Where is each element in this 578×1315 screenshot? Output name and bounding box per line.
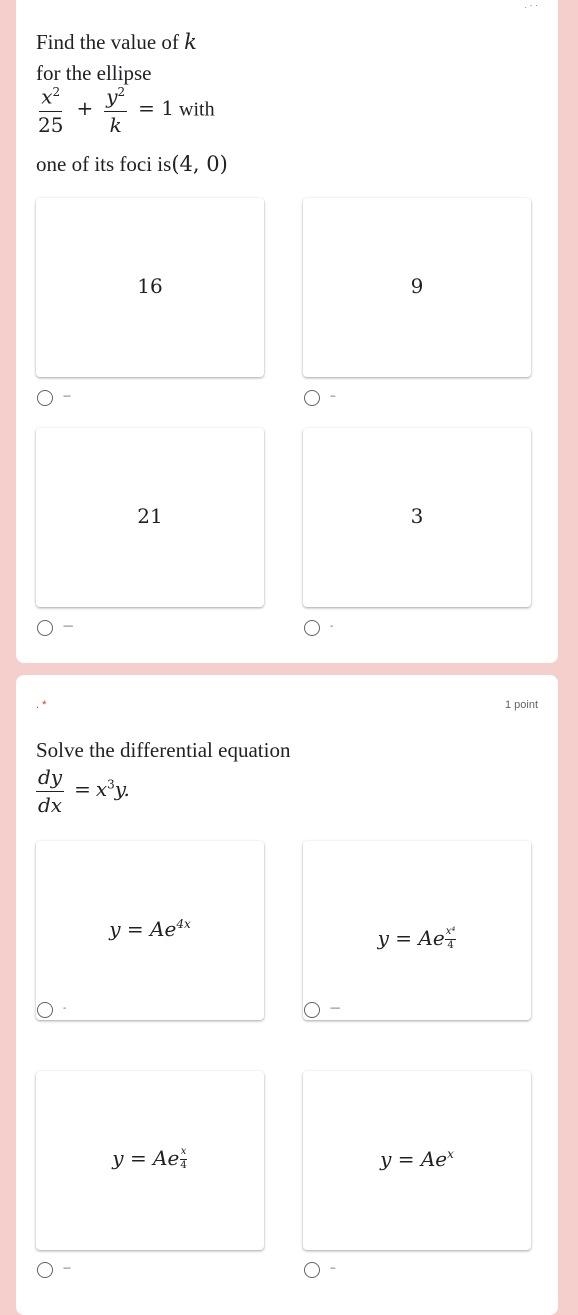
radio-option-16[interactable] xyxy=(37,390,53,406)
option-image-ae-x[interactable]: $y = Ae^x$ xyxy=(303,1071,531,1250)
radio-option-9[interactable] xyxy=(304,390,320,406)
option-label-ae-x-over-4: --- xyxy=(63,1263,70,1274)
option-image-ae-x4-over-4[interactable]: y = Ae $\frac{\text{x⁴}}{4}$ xyxy=(303,841,531,1020)
option-label-16: --- xyxy=(63,391,70,402)
fraction-y2-k: $\frac{y^2}{k}$ xyxy=(106,84,126,137)
radio-option-21[interactable] xyxy=(37,620,53,636)
option-image-ae-4x[interactable]: $y = Ae^{4x}$ xyxy=(36,841,264,1020)
points-label: 1 point xyxy=(504,699,538,711)
differential-equation: $\frac{dy}{dx}$ = $x^3y$. xyxy=(38,765,130,817)
ellipse-equation: $\frac{x^2}{25}$ + $\frac{y^2}{k}$ = 1 with xyxy=(38,84,215,137)
points-label-fragment: . · · xyxy=(524,0,538,10)
question-number-required: . * xyxy=(36,699,47,711)
option-label-ae-x4-over-4: ---- xyxy=(330,1003,340,1014)
option-image-3[interactable]: 3 xyxy=(303,428,531,607)
option-label-3: - xyxy=(330,621,333,632)
option-label-ae-4x: - xyxy=(63,1003,66,1014)
fraction-x2-25: $\frac{x^2}{25}$ xyxy=(38,84,64,137)
radio-option-ae-x4-over-4[interactable] xyxy=(304,1002,320,1018)
question-card-1 xyxy=(16,0,558,663)
question-1-line-1: Find the value of k xyxy=(36,30,197,54)
question-1-line-4: one of its foci is(4, 0) xyxy=(36,152,228,176)
question-1-line-2: for the ellipse xyxy=(36,61,152,85)
option-image-9[interactable]: 9 xyxy=(303,198,531,377)
option-label-ae-x: -- xyxy=(330,1263,335,1274)
radio-option-ae-x[interactable] xyxy=(304,1262,320,1278)
fraction-dy-dx: $\frac{dy}{dx}$ xyxy=(38,765,63,817)
option-image-ae-x-over-4[interactable]: y = Ae $\frac{x}{4}$ xyxy=(36,1071,264,1250)
question-2-text: Solve the differential equation xyxy=(36,738,291,762)
radio-option-ae-x-over-4[interactable] xyxy=(37,1262,53,1278)
option-label-21: ---- xyxy=(63,621,73,632)
option-image-16[interactable]: 16 xyxy=(36,198,264,377)
question-card-2 xyxy=(16,675,558,1315)
radio-option-3[interactable] xyxy=(304,620,320,636)
radio-option-ae-4x[interactable] xyxy=(37,1002,53,1018)
option-image-21[interactable]: 21 xyxy=(36,428,264,607)
option-label-9: -- xyxy=(330,391,335,402)
